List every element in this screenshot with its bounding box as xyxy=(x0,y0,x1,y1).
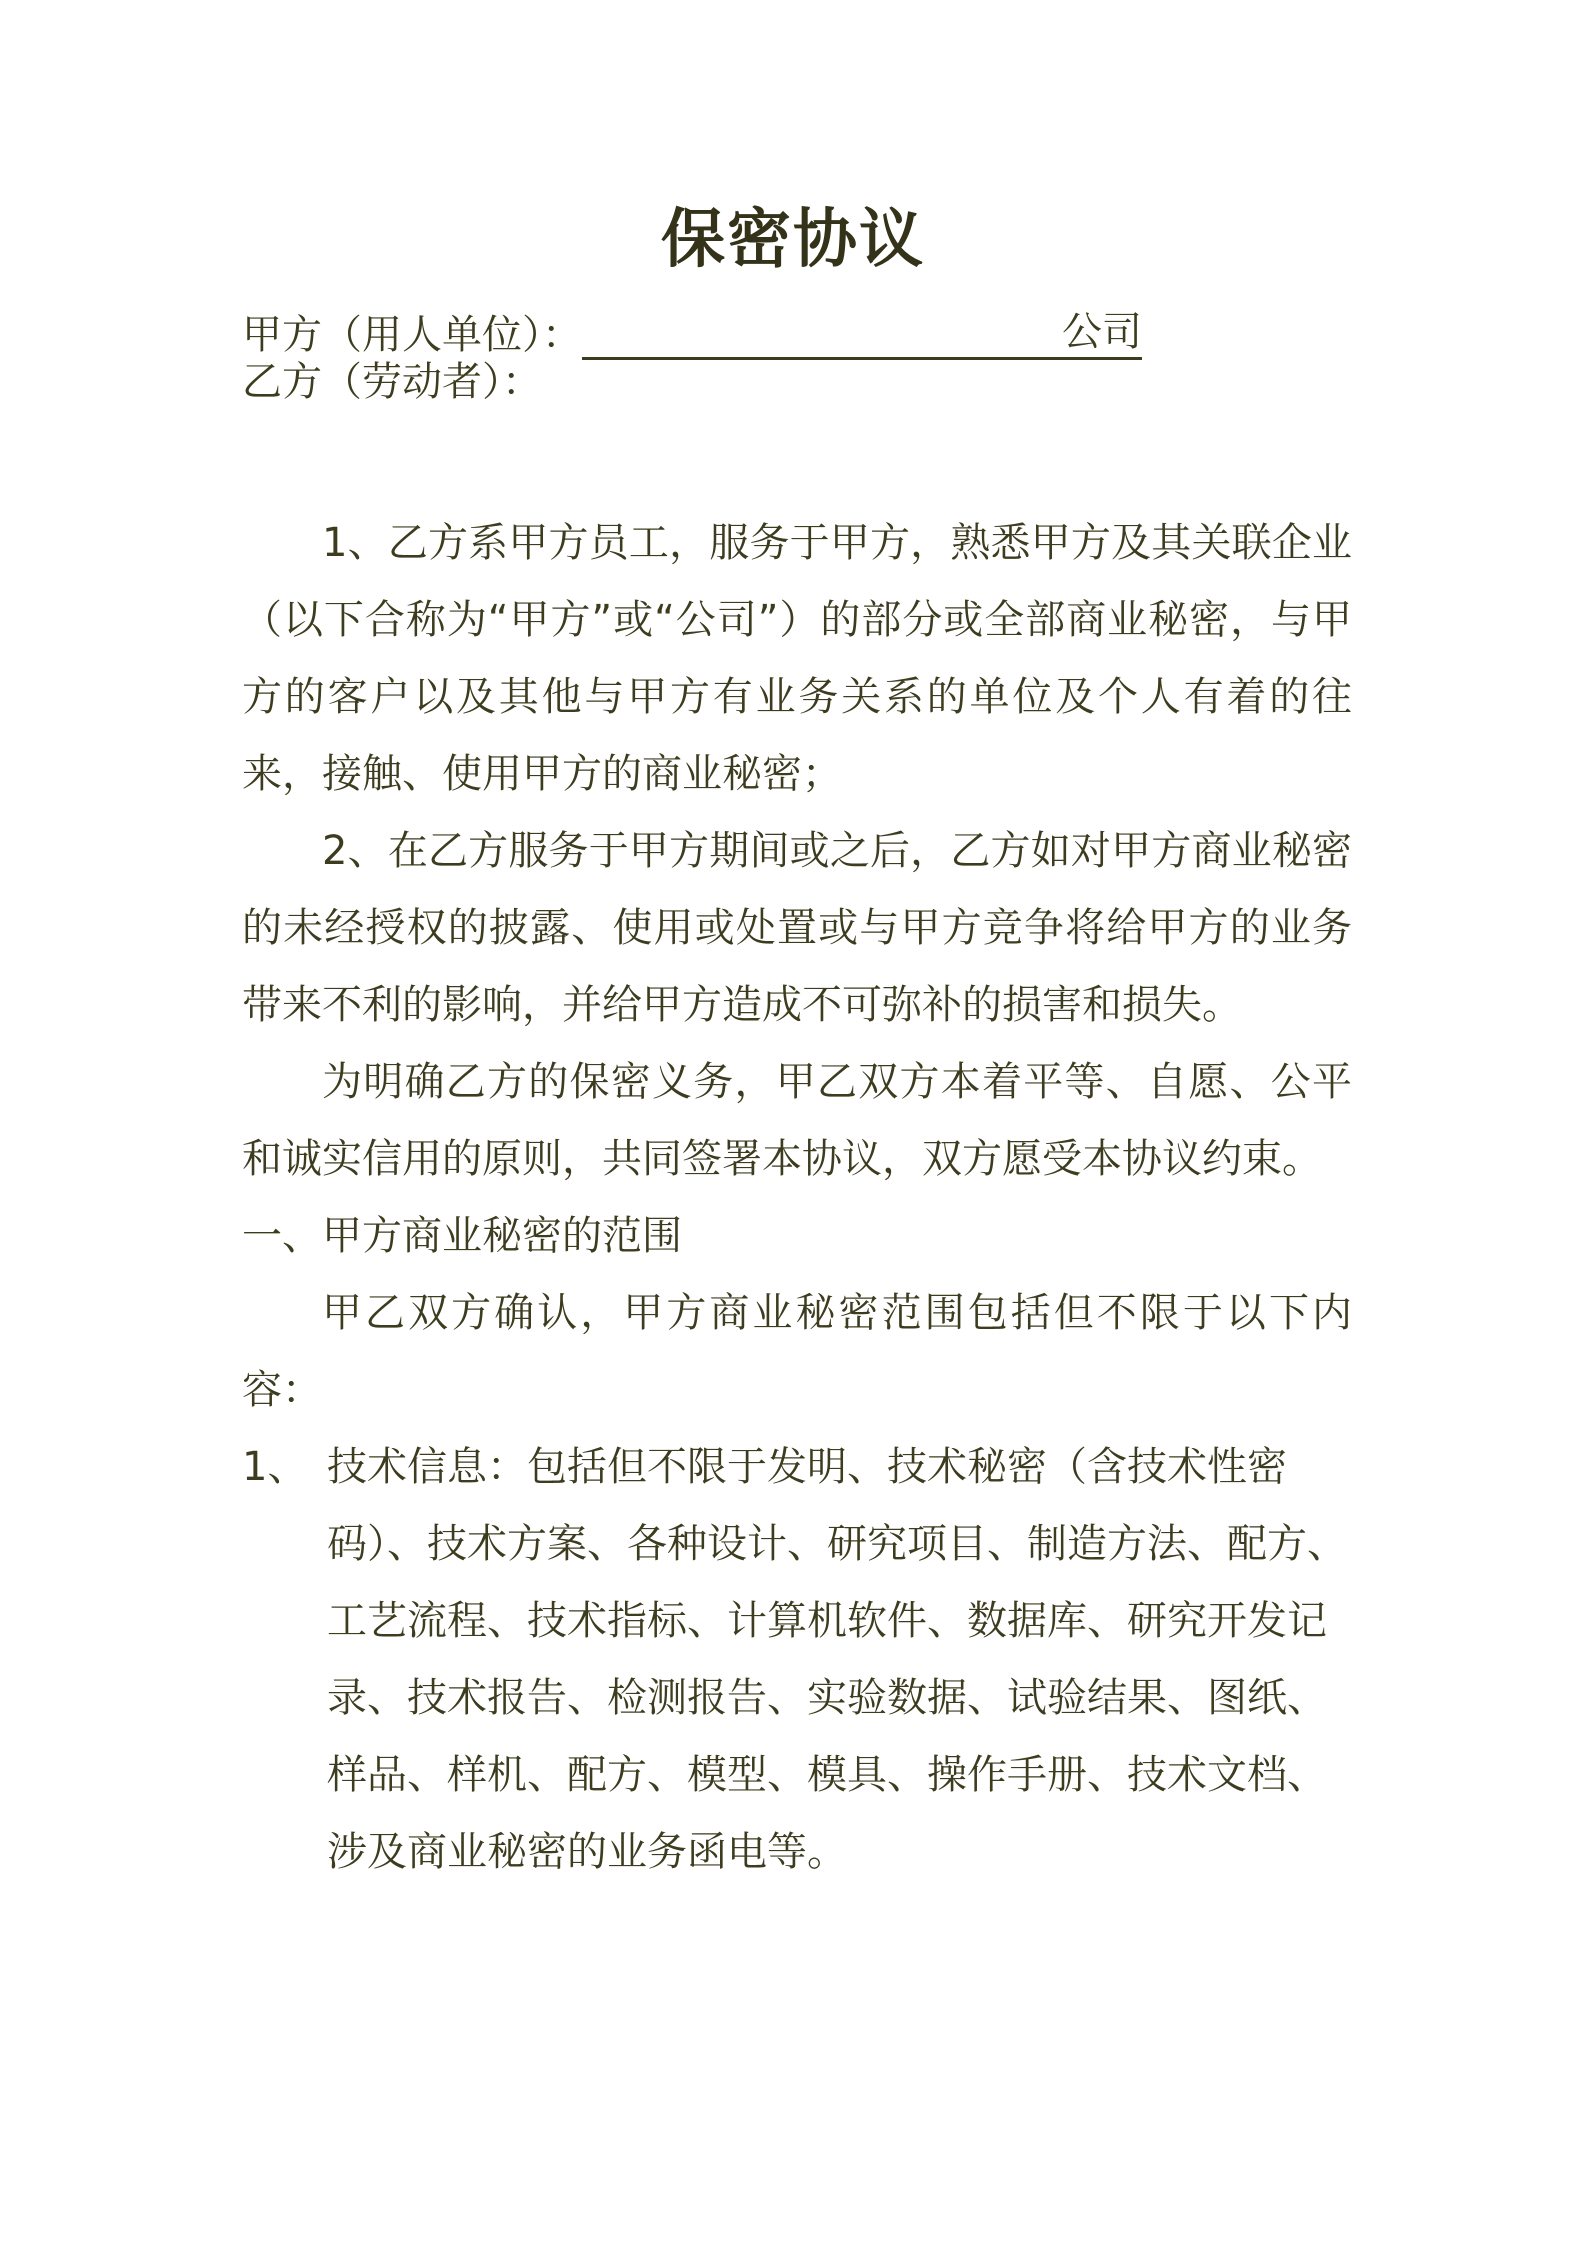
paragraph-1: 1、乙方系甲方员工，服务于甲方，熟悉甲方及其关联企业（以下合称为“甲方”或“公司”）的部分或全部商业秘密，与甲方的客户以及其他与甲方有业务关系的单位及个人有着的往来，接触、使用甲方的商业秘密； xyxy=(242,520,1352,797)
party-a-suffix: 公司 xyxy=(1062,309,1142,355)
document-title: 保密协议 xyxy=(661,203,925,277)
list-item-text: 技术信息：包括但不限于发明、技术秘密（含技术性密码）、技术方案、各种设计、研究项目、制造方法、配方、工艺流程、技术指标、计算机软件、数据库、研究开发记录、技术报告、检测报告、实验数据、试验结果、图纸、样品、样机、配方、模型、模具、操作手册、技术文档、涉及商业秘密的业务函电等。 xyxy=(327,1444,1347,1875)
list-item-1 xyxy=(242,1429,1352,1891)
paragraph-2: 2、在乙方服务于甲方期间或之后，乙方如对甲方商业秘密的未经授权的披露、使用或处置或与甲方竞争将给甲方的业务带来不利的影响，并给甲方造成不可弥补的损害和损失。 xyxy=(242,828,1352,1028)
section-1-intro: 甲乙双方确认，甲方商业秘密范围包括但不限于以下内容： xyxy=(242,1290,1352,1413)
list-item-number: 1、 xyxy=(242,1444,308,1490)
party-b-label: 乙方（劳动者）： xyxy=(242,359,542,405)
paragraph-3: 为明确乙方的保密义务，甲乙双方本着平等、自愿、公平和诚实信用的原则，共同签署本协议，双方愿受本协议约束。 xyxy=(242,1059,1352,1182)
party-a-blank-field[interactable] xyxy=(582,309,1142,360)
party-a-label: 甲方（用人单位）： xyxy=(242,312,582,358)
section-1-heading: 一、甲方商业秘密的范围 xyxy=(242,1213,682,1259)
party-b-line xyxy=(242,350,542,407)
document-body xyxy=(242,505,1352,1891)
